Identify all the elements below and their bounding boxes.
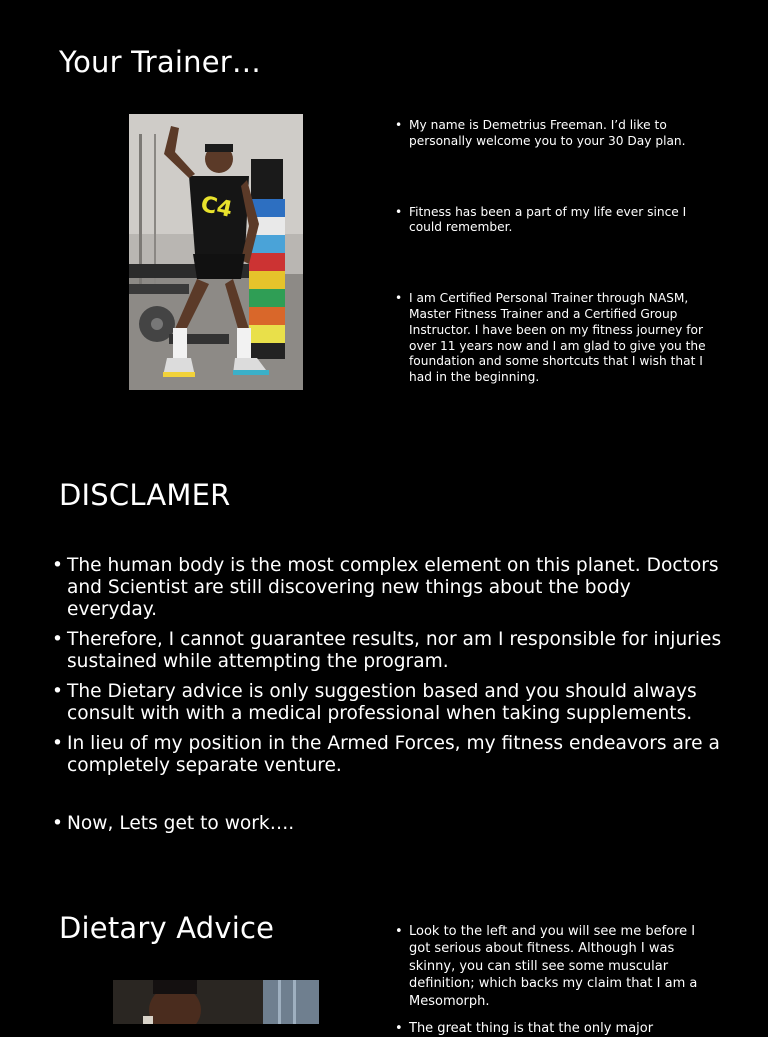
dietary-bullet: • Look to the left and you will see me before I got serious about fitness. Although I was skinny, you can still see some muscular definition; which backs my claim that I am a Mesomorph. xyxy=(395,923,700,1010)
dietary-title: Dietary Advice xyxy=(59,911,275,945)
disclaimer-bullet: • Now, Lets get to work…. xyxy=(52,813,724,835)
before-photo xyxy=(113,980,319,1024)
disclaimer-bullet: • The Dietary advice is only suggestion based and you should always consult with with a medical professional when taking supplements. xyxy=(52,681,724,725)
trainer-photo xyxy=(129,114,303,390)
dietary-bullets xyxy=(395,923,700,1037)
disclaimer-title: DISCLAMER xyxy=(59,478,231,512)
disclaimer-bullet: • The human body is the most complex element on this planet. Doctors and Scientist are still discovering new things about the body everyday. xyxy=(52,555,724,621)
shirt-logo: C4 xyxy=(198,191,235,223)
disclaimer-bullets xyxy=(52,555,724,835)
disclaimer-bullet: • In lieu of my position in the Armed Forces, my fitness endeavors are a completely separate venture. xyxy=(52,733,724,777)
trainer-bullet: • Fitness has been a part of my life ever since I could remember. xyxy=(395,205,715,237)
dietary-bullet: • The great thing is that the only major xyxy=(395,1020,700,1037)
disclaimer-bullet: • Therefore, I cannot guarantee results, nor am I responsible for injuries sustained while attempting the program. xyxy=(52,629,724,673)
trainer-bullet: • My name is Demetrius Freeman. I’d like to personally welcome you to your 30 Day plan. xyxy=(395,118,715,150)
trainer-bullet: • I am Certified Personal Trainer through NASM, Master Fitness Trainer and a Certified Group Instructor. I have been on my fitness journey for over 11 years now and I am glad to give you the foundation and some shortcuts that I wish that I had in the beginning. xyxy=(395,291,715,386)
trainer-title: Your Trainer… xyxy=(59,45,262,79)
trainer-bullets xyxy=(395,118,715,386)
